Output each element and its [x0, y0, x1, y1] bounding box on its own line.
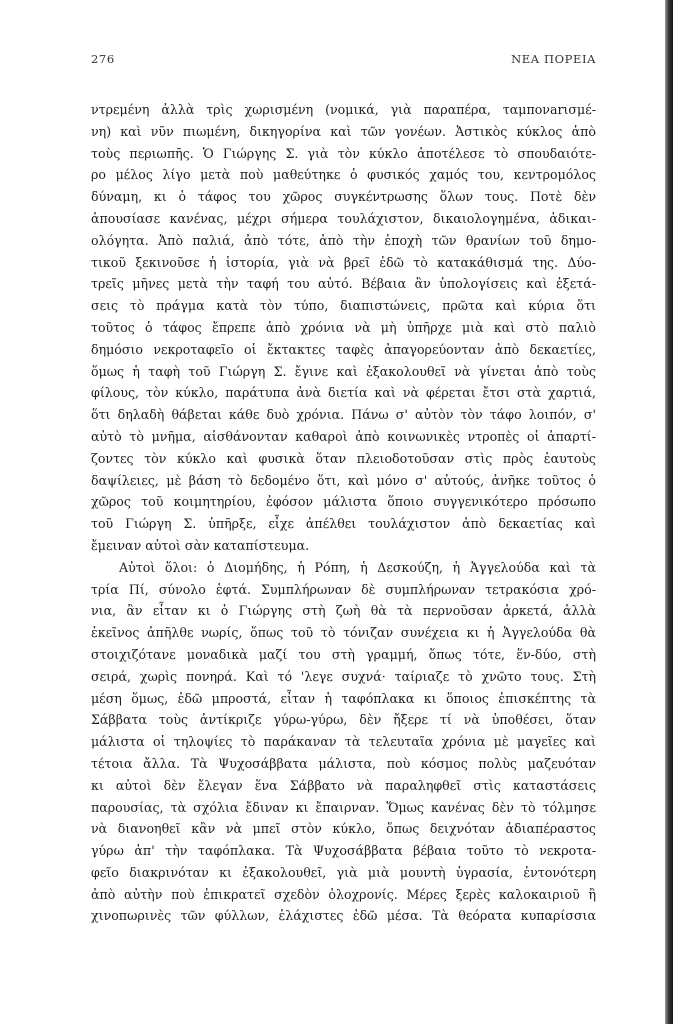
text-line: ὅτι δηλαδὴ θάβεται κάθε δυὸ χρόνια. Πάνω σ' αὐτὸν τὸν τάφο λοιπόν, σ'	[91, 407, 596, 423]
text-line: μάλιστα οἱ τηλοψίες τὸ παράκαναν τὰ τελευταῖα χρόνια μὲ μαγεῖες καὶ	[91, 734, 596, 750]
page-number: 276	[91, 52, 115, 66]
text-line: ολόγητα. Ἀπὸ παλιά, ἀπὸ τότε, ἀπὸ τὴν ἐποχὴ τῶν θρανίων τοῦ δημο-	[91, 232, 596, 248]
text-line: τικοῦ ξεκινοῦσε ἡ ἱστορία, γιὰ νὰ βρεῖ ἐδῶ τὸ κατακάθισμά της. Δύο-	[91, 254, 596, 270]
text-line: παρουσίας, τὰ σχόλια ἔδιναν κι ἔπαιρναν. Ὅμως κανένας δὲν τὸ τόλμησε	[91, 799, 596, 815]
text-line: αὐτὸ τὸ μνῆμα, αἰσθάνονταν καθαροὶ ἀπὸ κοινωνικὲς ντροπὲς οἱ ἀπαρτί-	[91, 428, 596, 444]
text-line: δύναμη, κι ὁ τάφος του χῶρος συγκέντρωσης ὅλων τους. Ποτὲ δὲν	[91, 189, 596, 205]
text-line: τέτοια ἄλλα. Τὰ Ψυχοσάββατα μάλιστα, ποὺ κόσμος πολὺς μαζευόταν	[91, 755, 596, 771]
text-line: ζοντες τὸν κύκλο καὶ φυσικὰ ὅταν πλειοδοτοῦσαν στὶς πρὸς ἑαυτοὺς	[91, 450, 596, 466]
text-line: στοιχιζότανε μοναδικὰ μαζί του στὴ γραμμή, ὅπως τότε, ἕν-δύο, στὴ	[91, 646, 596, 662]
page-edge-shadow	[665, 0, 673, 1024]
text-line: ρο μέλος λίγο μετὰ ποὺ μαθεύτηκε ὁ φυσικός χαμός του, κεντρομόλος	[91, 167, 596, 183]
paragraph-start-line: Αὐτοὶ ὅλοι: ὁ Διομήδης, ἡ Ρόπη, ἡ Δεσκούζη, ἡ Ἀγγελούδα καὶ τὰ	[119, 559, 596, 575]
text-line: Σάββατα τοὺς ἀντίκριζε γύρω-γύρω, δὲν ἤξερε τί νὰ ὑποθέσει, ὅταν	[91, 712, 596, 728]
text-line: νη) καὶ νῦν πιωμένη, δικηγορίνα καὶ τῶν γονέων. Ἀστικὸς κύκλος ἀπὸ	[91, 123, 596, 139]
text-line: τοῦτος ὁ τάφος ἔπρεπε ἀπὸ χρόνια νὰ μὴ ὑπῆρχε μιὰ καὶ στὸ παλιὸ	[91, 319, 596, 335]
text-line: σεις τὸ πράγμα κατὰ τὸν τύπο, διαπιστώνεις, πρῶτα καὶ κύρια ὅτι	[91, 298, 596, 314]
text-line: μέση ὅμως, ἐδῶ μπροστά, εἶταν ἡ ταφόπλακα κι ὅποιος ἐπισκέπτης τὰ	[91, 690, 596, 706]
text-line: τρία Πί, σύνολο ἑφτά. Συμπλήρωναν δὲ συμπλήρωναν τετρακόσια χρό-	[91, 581, 596, 597]
text-line: ἔμειναν αὐτοὶ σὰν καταπίστευμα.	[91, 537, 310, 553]
text-line: ντρεμένη ἀλλὰ τρὶς χωρισμένη (νομικά, γιὰ παραπέρα, ταμπονarισμέ-	[91, 102, 596, 117]
text-line: τοῦ Γιώργη Σ. ὑπῆρξε, εἶχε ἀπέλθει τουλάχιστον ἀπὸ δεκαετίας καὶ	[91, 516, 596, 532]
text-line: τοὺς περιωπῆς. Ὁ Γιώργης Σ. γιὰ τὸν κύκλο ἀποτέλεσε τὸ σπουδαιότε-	[91, 145, 596, 161]
text-line: ὅμως ἡ ταφὴ τοῦ Γιώργη Σ. ἔγινε καὶ ἐξακολουθεῖ νὰ γίνεται ἀπὸ τοὺς	[91, 363, 596, 379]
running-head	[91, 52, 596, 68]
text-line: φίλους, τὸν κύκλο, παράτυπα ἀνὰ διετία καὶ νὰ φέρεται ἔτσι στὰ χαρτιά,	[91, 385, 596, 401]
text-line: σειρά, χωρὶς πονηρά. Καὶ τό 'λεγε συχνά· ταίριαζε τὸ χνῶτο τους. Στὴ	[91, 668, 596, 684]
text-line: δημόσιο νεκροταφεῖο οἱ ἔκτακτες ταφὲς ἀπαγορεύονταν ἀπὸ δεκαετίες,	[91, 341, 596, 357]
text-line: ἐκεῖνος ἀπῆλθε νωρίς, ὅπως τοῦ τὸ τόνιζαν συνέχεια κι ἡ Ἀγγελούδα θὰ	[91, 625, 596, 641]
text-line: χινοπωρινὲς τῶν φύλλων, ἐλάχιστες ἐδῶ μέσα. Τὰ θεόρατα κυπαρίσσια	[91, 908, 596, 924]
body-text	[91, 99, 596, 927]
text-line: τρεῖς μῆνες μετὰ τὴν ταφή του αὐτό. Βέβαια ἂν ὑπολογίσεις καὶ ἐξετά-	[91, 276, 596, 292]
text-line: ἀπουσίασε κανένας, μέχρι σήμερα τουλάχιστον, δικαιολογημένα, ἀδικαι-	[91, 210, 596, 226]
text-line: δαψίλειες, μὲ βάση τὸ δεδομένο ὅτι, καὶ μόνο σ' αὐτούς, ἀνῆκε τοῦτος ὁ	[91, 472, 596, 488]
text-line: χῶρος τοῦ κοιμητηρίου, ἐφόσον μάλιστα ὅποιο συγγενικότερο πρόσωπο	[91, 494, 596, 510]
text-line: γύρω ἀπ' τὴν ταφόπλακα. Τὰ Ψυχοσάββατα βέβαια τοῦτο τὸ νεκροτα-	[91, 843, 596, 859]
text-line: ἀπὸ αὐτὴν ποὺ ἐπικρατεῖ σχεδὸν ὁλοχρονίς. Μέρες ξερὲς καλοκαιριοῦ ἢ	[91, 886, 596, 902]
text-line: φεῖο διακρινόταν κι ἐξακολουθεῖ, γιὰ μιὰ μουντὴ ὑγρασία, ἐντονότερη	[91, 864, 596, 880]
journal-title: ΝΕΑ ΠΟΡΕΙΑ	[511, 52, 596, 66]
text-line: νὰ διανοηθεῖ κἂν νὰ μπεῖ στὸν κύκλο, ὅπως δειχνόταν ἀδιαπέραστος	[91, 821, 596, 837]
text-line: νια, ἂν εἶταν κι ὁ Γιώργης στὴ ζωὴ θὰ τὰ περνοῦσαν ἀρκετά, ἀλλὰ	[91, 603, 596, 619]
text-line: κι αὐτοὶ δὲν ἔλεγαν ἕνα Σάββατο νὰ παραληφθεῖ στὶς καταστάσεις	[91, 777, 596, 793]
